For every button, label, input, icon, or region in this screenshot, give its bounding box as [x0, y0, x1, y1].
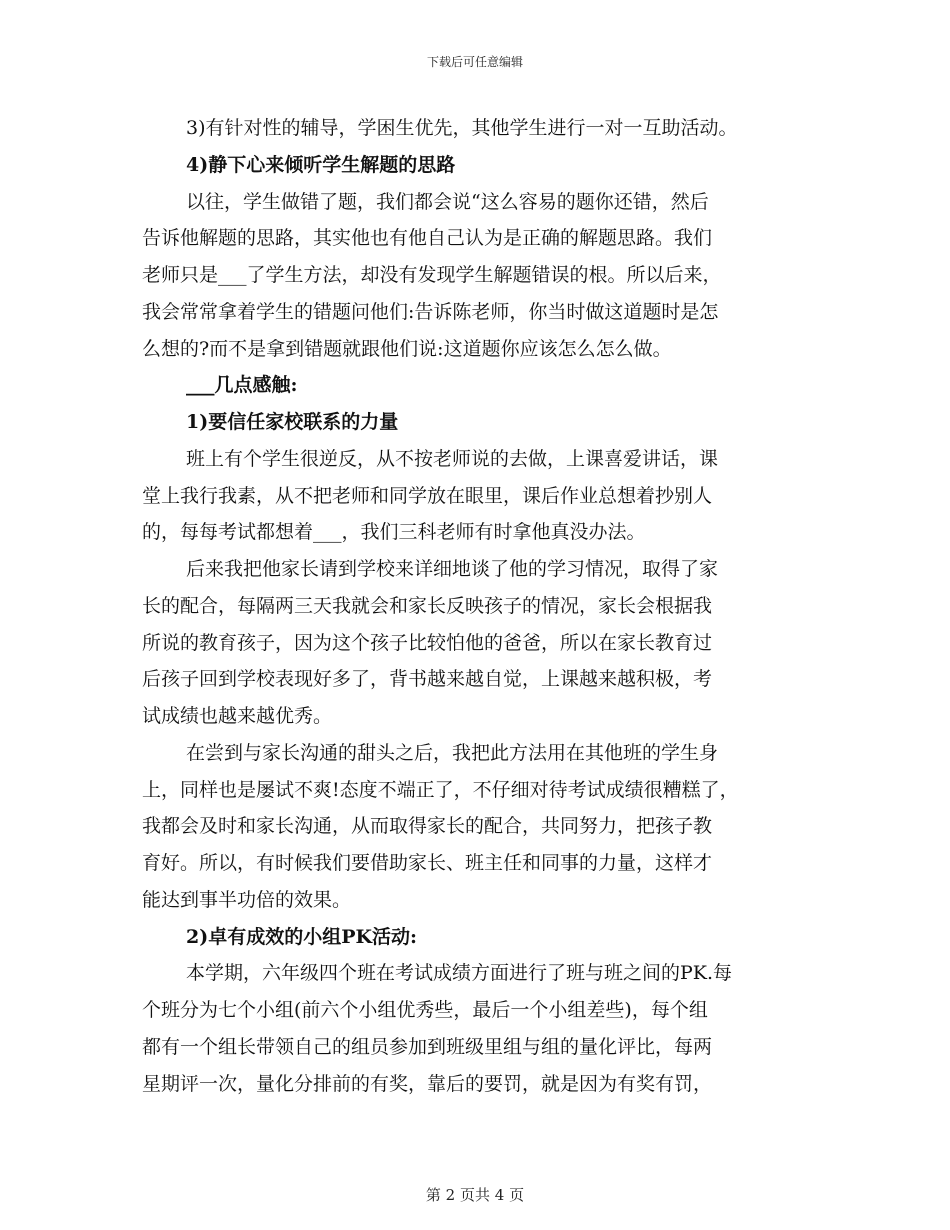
paragraph-line: 的，每每考试都想着___，我们三科老师有时拿他真没办法。 — [142, 521, 646, 544]
paragraph-line: 后孩子回到学校表现好多了，背书越来越自觉，上课越来越积极，考 — [142, 668, 713, 691]
paragraph-line: 在尝到与家长沟通的甜头之后，我把此方法用在其他班的学生身 — [186, 741, 719, 764]
paragraph-line: 老师只是___了学生方法，却没有发现学生解题错误的根。所以后来， — [142, 264, 722, 286]
paragraph-line: 试成绩也越来越优秀。 — [142, 705, 333, 727]
paragraph-line: 个班分为七个小组(前六个小组优秀些，最后一个小组差些)，每个组 — [142, 999, 708, 1021]
paragraph-line: 我会常常拿着学生的错题问他们:告诉陈老师，你当时做这道题时是怎 — [142, 300, 719, 323]
paragraph-line: 班上有个学生很逆反，从不按老师说的去做，上课喜爱讲话，课 — [186, 447, 719, 470]
page-header: 下载后可任意编辑 — [426, 55, 523, 69]
paragraph-line: 星期评一次，量化分排前的有奖，靠后的要罚，就是因为有奖有罚， — [142, 1072, 713, 1095]
paragraph-line: 么想的?而不是拿到错题就跟他们说:这道题你应该怎么怎么做。 — [142, 337, 672, 360]
paragraph-line: 育好。所以，有时候我们要借助家长、班主任和同事的力量，这样才 — [142, 852, 713, 874]
paragraph-line: 上，同样也是屡试不爽!态度不端正了，不仔细对待考试成绩很糟糕了， — [142, 778, 739, 801]
paragraph-line: 堂上我行我素，从不把老师和同学放在眼里，课后作业总想着抄别人 — [142, 484, 713, 507]
paragraph-line: 本学期，六年级四个班在考试成绩方面进行了班与班之间的PK.每 — [186, 962, 733, 985]
section-heading: 4)静下心来倾听学生解题的思路 — [186, 153, 456, 176]
paragraph-line: 告诉他解题的思路，其实他也有他自己认为是正确的解题思路。我们 — [142, 227, 713, 250]
paragraph-line: 以往，学生做错了题，我们都会说“这么容易的题你还错，然后 — [186, 190, 709, 213]
page-footer: 第 2 页共 4 页 — [425, 1186, 525, 1204]
section-heading: 1)要信任家校联系的力量 — [186, 411, 399, 433]
paragraph-line: 能达到事半功倍的效果。 — [142, 888, 352, 911]
paragraph-line: 长的配合，每隔两三天我就会和家长反映孩子的情况，家长会根据我 — [142, 594, 713, 617]
paragraph-line: 3)有针对性的辅导，学困生优先，其他学生进行一对一互助活动。 — [186, 117, 738, 139]
paragraph-line: 所说的教育孩子，因为这个孩子比较怕他的爸爸，所以在家长教育过 — [142, 631, 713, 654]
paragraph-line: 我都会及时和家长沟通，从而取得家长的配合，共同努力，把孩子教 — [142, 815, 713, 838]
paragraph-line: 都有一个组长带领自己的组员参加到班级里组与组的量化评比，每两 — [142, 1035, 713, 1058]
section-heading: 2)卓有成效的小组PK活动: — [186, 925, 418, 948]
document-body — [142, 110, 814, 1102]
paragraph-line: 后来我把他家长请到学校来详细地谈了他的学习情况，取得了家 — [186, 558, 719, 580]
section-heading: ___几点感触: — [186, 374, 298, 397]
